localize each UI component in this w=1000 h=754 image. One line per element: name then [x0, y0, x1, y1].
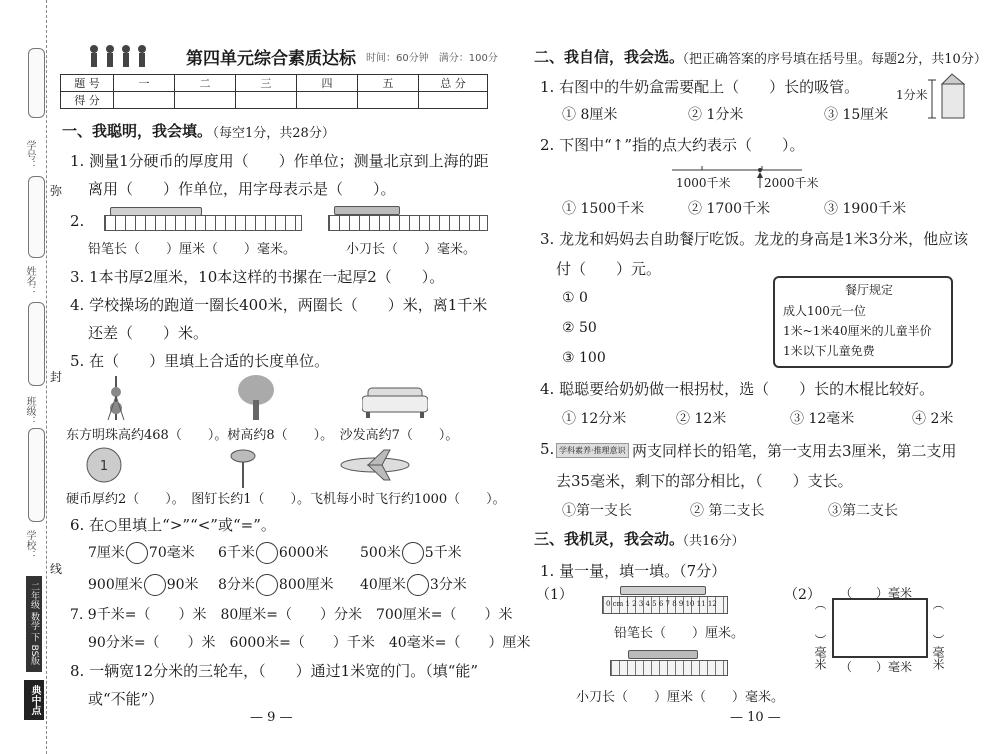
s2-q5-number: 5. [540, 440, 555, 458]
score-header: 四 [297, 75, 358, 92]
q6-item [218, 542, 329, 564]
restaurant-rules-board [773, 276, 953, 368]
seal-char-1: 弥 [50, 184, 63, 198]
q2-number: 2. [70, 212, 85, 230]
q6-right: 5千米 [424, 545, 462, 561]
q5-row-2: 硬币厚约2（ ）。 图钉长约1（ ）。飞机每小时飞行约1000（ ）。 [66, 492, 506, 507]
s2-q2: 2. 下图中“↑”指的点大约表示（ ）。 [540, 136, 805, 154]
s2-q2-option-1[interactable]: ① 1500千米 [562, 201, 645, 217]
s2-q1-option-2[interactable]: ② 1分米 [688, 107, 744, 123]
s2-q4-option-3[interactable]: ③ 12毫米 [790, 411, 855, 427]
q3: 3. 1本书厚2厘米，10本这样的书摞在一起厚2（ ）。 [70, 268, 445, 286]
score-header: 一 [114, 75, 175, 92]
rectangle-figure [832, 598, 928, 658]
score-header: 二 [175, 75, 236, 92]
compare-circle[interactable] [256, 542, 278, 564]
sofa-icon [362, 386, 428, 418]
s2-q2-option-3[interactable]: ③ 1900千米 [824, 201, 907, 217]
score-header: 题 号 [61, 75, 114, 92]
rule-item: 1米以下儿童免费 [783, 344, 875, 358]
section-3-note: （共16分） [676, 534, 745, 549]
section-1-note: （每空1分，共28分） [206, 126, 335, 141]
s2-q4-option-1[interactable]: ① 12分米 [562, 411, 627, 427]
q6-left: 8分米 [218, 577, 255, 593]
pencil-icon [110, 207, 202, 216]
q8-line-2: 或“不能”） [88, 690, 164, 708]
school-box[interactable] [28, 428, 45, 522]
q6: 6. 在○里填上“>”“<”或“=”。 [70, 516, 276, 534]
compare-circle[interactable] [402, 542, 424, 564]
s2-q3-option-3[interactable]: ③ 100 [562, 350, 606, 366]
literacy-badge: 学科素养·推理意识 [556, 440, 629, 459]
id-box[interactable] [28, 48, 45, 118]
s2-q1-option-1[interactable]: ① 8厘米 [562, 107, 618, 123]
q1-line-1: 1. 测量1分硬币的厚度用（ ）作单位；测量北京到上海的距 [70, 152, 489, 170]
milk-box-height-label: 1分米 [896, 88, 928, 102]
q2-pencil-length: 铅笔长（ ）厘米（ ）毫米。 [88, 242, 297, 257]
score-table [60, 74, 488, 109]
page-number-right: — 10 — [730, 710, 781, 725]
s2-q3-option-1[interactable]: ① 0 [562, 290, 588, 306]
airplane-icon [338, 448, 412, 482]
ruler-numbers: 0 cm 1 2 3 4 5 6 7 8 9 10 11 12 [606, 600, 717, 608]
s2-q3-line-2: 付（ ）元。 [556, 260, 662, 278]
score-cell[interactable] [358, 92, 419, 109]
score-cell[interactable] [236, 92, 297, 109]
seal-char-3: 线 [50, 562, 63, 576]
s3-knife-length: 小刀长（ ）厘米（ ）毫米。 [576, 690, 785, 705]
rules-title: 餐厅规定 [845, 283, 894, 297]
milk-box-icon [928, 72, 968, 120]
score-header: 三 [236, 75, 297, 92]
pushpin-icon [228, 448, 258, 488]
score-header: 总 分 [419, 75, 488, 92]
knife-icon [628, 650, 698, 659]
s2-q1: 1. 右图中的牛奶盒需要配上（ ）长的吸管。 [540, 78, 860, 96]
ruler-knife [328, 215, 488, 231]
section-3-title: 三、我机灵，我会动。 [534, 530, 685, 548]
s2-q4: 4. 聪聪要给奶奶做一根拐杖，选（ ）长的木棍比较好。 [540, 380, 935, 398]
binding-line [46, 0, 47, 754]
s2-q2-option-2[interactable]: ② 1700千米 [688, 201, 771, 217]
q6-right: 70毫米 [148, 545, 195, 561]
s2-q4-option-2[interactable]: ② 12米 [676, 411, 727, 427]
q7-row-1: 7. 9千米=（ ）米 80厘米=（ ）分米 700厘米=（ ）米 [70, 607, 513, 623]
svg-text:1: 1 [99, 459, 109, 474]
score-cell[interactable] [419, 92, 488, 109]
ruler-pencil [104, 215, 302, 231]
q6-item [218, 574, 334, 596]
q6-left: 6千米 [218, 545, 255, 561]
s3-q1: 1. 量一量，填一填。（7分） [540, 562, 727, 580]
q8-line-1: 8. 一辆宽12分米的三轮车，（ ）通过1米宽的门。（填“能” [70, 662, 479, 680]
brand-logo: 典中点 [24, 680, 44, 720]
s3-part-1-label: （1） [536, 587, 573, 603]
section-1-title: 一、我聪明，我会填。 [62, 122, 213, 140]
axis-label-2000: 2000千米 [764, 176, 819, 190]
q4-line-1: 4. 学校操场的跑道一圈长400米，两圈长（ ）米，离1千米 [70, 296, 488, 314]
tv-tower-icon [100, 376, 132, 420]
q5: 5. 在（ ）里填上合适的长度单位。 [70, 352, 330, 370]
s2-q5-option-3[interactable]: ③第二支长 [828, 503, 898, 519]
pencil-icon [620, 586, 706, 595]
school-label: 学校： [24, 530, 35, 560]
q6-left: 900厘米 [88, 577, 143, 593]
score-cell[interactable] [114, 92, 175, 109]
q6-right: 3分米 [429, 577, 467, 593]
s3-pencil-length: 铅笔长（ ）厘米。 [614, 626, 745, 641]
section-2-title: 二、我自信，我会选。 [534, 48, 685, 66]
score-header: 五 [358, 75, 419, 92]
exam-meta: 时间：60分钟 满分：100分 [366, 53, 498, 64]
q4-line-2: 还差（ ）米。 [88, 324, 209, 342]
compare-circle[interactable] [144, 574, 166, 596]
name-box[interactable] [28, 176, 45, 258]
grade-tag: 二年级 数学 下 BS版 [26, 576, 42, 672]
rect-right-length: （ ）毫米 [931, 598, 945, 670]
rect-left-length: （ ）毫米 [813, 598, 827, 670]
q5-row-1: 东方明珠高约468（ ）。树高约8（ ）。 沙发高约7（ ）。 [66, 428, 459, 443]
tree-icon [234, 374, 278, 420]
q6-left: 500米 [360, 545, 401, 561]
compare-circle[interactable] [256, 574, 278, 596]
score-cell[interactable] [297, 92, 358, 109]
coin-icon [84, 446, 124, 484]
q6-item [88, 574, 199, 596]
q6-item [360, 574, 467, 596]
knife-icon [334, 206, 400, 215]
s2-q5-option-1[interactable]: ①第一支长 [562, 503, 632, 519]
q6-left: 40厘米 [360, 577, 406, 593]
rule-item: 成人100元一位 [783, 304, 866, 318]
s3-part-2-label: （2） [784, 587, 821, 603]
s2-q4-option-4[interactable]: ④ 2米 [912, 411, 954, 427]
compare-circle[interactable] [126, 542, 148, 564]
q7-row-2: 90分米=（ ）米 6000米=（ ）千米 40毫米=（ ）厘米 [88, 635, 531, 651]
class-box[interactable] [28, 302, 45, 386]
compare-circle[interactable] [407, 574, 429, 596]
q6-right: 90米 [166, 577, 199, 593]
s2-q5-line-2: 去35毫米，剩下的部分相比，（ ）支长。 [556, 472, 853, 490]
kids-silhouette-icon [86, 44, 158, 70]
rule-item: 1米~1米40厘米的儿童半价 [783, 324, 932, 338]
class-label: 班级： [24, 396, 35, 426]
q1-line-2: 离用（ ）作单位，用字母表示是（ ）。 [88, 180, 396, 198]
s2-q1-option-3[interactable]: ③ 15厘米 [824, 107, 889, 123]
q6-item [88, 542, 195, 564]
s2-q3-line-1: 3. 龙龙和妈妈去自助餐厅吃饭。龙龙的身高是1米3分米，他应该 [540, 230, 969, 248]
axis-label-1000: 1000千米 [676, 176, 731, 190]
score-row-label: 得 分 [61, 92, 114, 109]
q2-knife-length: 小刀长（ ）毫米。 [346, 242, 477, 257]
s2-q5-line-1: 两支同样长的铅笔，第一支用去3厘米，第二支用 [632, 442, 957, 460]
section-2-note: （把正确答案的序号填在括号里。每题2分，共10分） [676, 52, 987, 67]
s2-q3-option-2[interactable]: ② 50 [562, 320, 597, 336]
q6-right: 6000米 [278, 545, 329, 561]
rect-bottom-length: （ ）毫米 [840, 660, 913, 674]
page-number-left: — 9 — [250, 710, 293, 725]
page-title: 第四单元综合素质达标 [186, 49, 356, 69]
score-cell[interactable] [175, 92, 236, 109]
name-label: 姓名： [24, 266, 35, 296]
q6-item [360, 542, 462, 564]
q6-left: 7厘米 [88, 545, 125, 561]
id-label: 学号： [24, 140, 35, 170]
ruler-cm-2 [610, 660, 728, 676]
s2-q5-option-2[interactable]: ② 第二支长 [690, 503, 765, 519]
rect-top-length: （ ）毫米 [840, 586, 913, 600]
q6-right: 800厘米 [278, 577, 334, 593]
seal-char-2: 封 [50, 370, 63, 384]
